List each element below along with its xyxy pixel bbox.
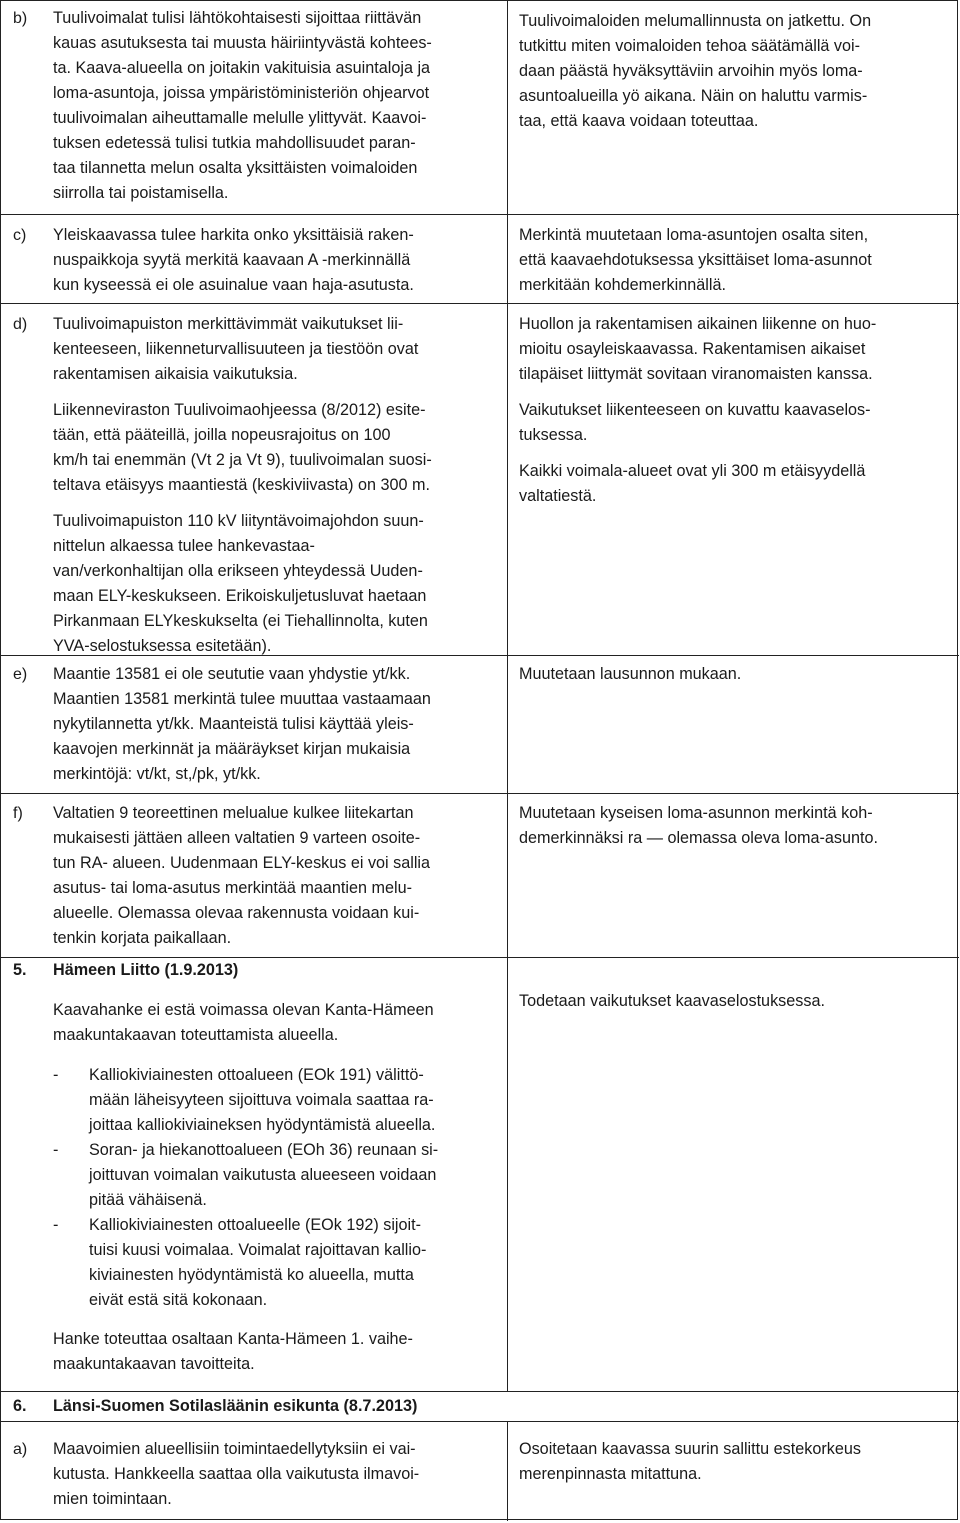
text-line: siirrolla tai poistamisella. <box>53 184 229 202</box>
text-line: tilapäiset liittymät sovitaan viranomaisten kanssa. <box>519 365 873 383</box>
text-line: tuulivoimalan aiheuttamalle melulle ylittyvät. Kaavoi- <box>53 109 427 127</box>
text-line: kaavojen merkinnät ja määräykset kirjan mukaisia <box>53 740 411 758</box>
text-line: tuisi kuusi voimalaa. Voimalat rajoittavan kallio- <box>89 1241 427 1259</box>
text-line: joittuvan voimalan vaikutusta alueeseen voidaan <box>89 1166 437 1184</box>
section-6-a-response <box>519 1437 947 1487</box>
row-label: a) <box>13 1441 28 1458</box>
text-line: Muutetaan lausunnon mukaan. <box>519 665 742 683</box>
text-line: kenteeseen, liikenneturvallisuuteen ja tiestöön ovat <box>53 340 419 358</box>
comment-text <box>53 1437 501 1512</box>
row-label: e) <box>13 666 28 683</box>
text-line: Vaikutukset liikenteeseen on kuvattu kaavaselos- <box>519 401 871 419</box>
row-label: c) <box>13 227 27 244</box>
text-line: Yleiskaavassa tulee harkita onko yksittäisiä raken- <box>53 226 414 244</box>
text-line: nykytilannetta yt/kk. Maanteistä tulisi käyttää yleis- <box>53 715 414 733</box>
column-divider <box>507 1421 508 1521</box>
text-line: van/verkonhaltijan olla erikseen yhteydessä Uuden- <box>53 562 423 580</box>
row-c-response <box>519 223 947 298</box>
list-item <box>53 1063 501 1138</box>
text-line: ta. Kaava-alueella on joitakin vakituisia asuintaloja ja <box>53 59 431 77</box>
row-e-comment <box>1 662 501 787</box>
text-line: mioitu osayleiskaavassa. Rakentamisen aikaiset <box>519 340 866 358</box>
text-line: Kalliokiviainesten ottoalueen (EOk 191) välittö- <box>89 1066 424 1084</box>
text-line: Maantien 13581 merkintä tulee muuttaa vastaamaan <box>53 690 431 708</box>
text-line: tuksen edetessä tulisi tutkia mahdollisuudet paran- <box>53 134 416 152</box>
text-line: tenkin korjata paikallaan. <box>53 929 232 947</box>
text-line: tun RA- alueen. Uudenmaan ELY-keskus ei voi sallia <box>53 854 431 872</box>
text-line: Muutetaan kyseisen loma-asunnon merkintä koh- <box>519 804 873 822</box>
section-number: 6. <box>13 1397 27 1415</box>
text-line: valtatiestä. <box>519 487 597 505</box>
text-line: joittaa kalliokiviaineksen hyödyntämistä alueella. <box>89 1116 436 1134</box>
row-divider <box>1 303 959 304</box>
text-line: mien toimintaan. <box>53 1490 172 1508</box>
text-line: kutusta. Hankkeella saattaa olla vaikutusta ilmavoi- <box>53 1465 420 1483</box>
text-line: Merkintä muutetaan loma-asuntojen osalta siten, <box>519 226 869 244</box>
text-line: Tuulivoimapuiston 110 kV liityntävoimajohdon suun- <box>53 512 424 530</box>
text-line: merenpinnasta mitattuna. <box>519 1465 702 1483</box>
text-line: kun kyseessä ei ole asuinalue vaan haja-asutusta. <box>53 276 414 294</box>
text-line: Valtatien 9 teoreettinen melualue kulkee liitekartan <box>53 804 414 822</box>
section-number: 5. <box>13 961 27 979</box>
text-line: asuntoalueilla yö aikana. Näin on haluttu varmis- <box>519 87 868 105</box>
text-line: maan ELY-keskukseen. Erikoiskuljetusluvat haetaan <box>53 587 427 605</box>
text-line: mukaisesti jättäen alleen valtatien 9 varteen osoite- <box>53 829 421 847</box>
text-line: eivät estä sitä kokonaan. <box>89 1291 268 1309</box>
text-line: mään läheisyyteen sijoittuva voimala saattaa ra- <box>89 1091 434 1109</box>
dash-marker: - <box>53 1066 59 1084</box>
text-line: nuspaikkoja syytä merkitä kaavaan A -merkinnällä <box>53 251 411 269</box>
comment-text <box>53 223 501 298</box>
comment-text <box>53 801 501 951</box>
comment-text <box>53 662 501 787</box>
text-line: kauas asutuksesta tai muusta häiriintyvästä kohtees- <box>53 34 432 52</box>
text-line: Tuulivoimapuiston merkittävimmät vaikutukset lii- <box>53 315 404 333</box>
row-f-response <box>519 801 947 851</box>
section-title: Länsi-Suomen Sotilasläänin esikunta (8.7.2013) <box>53 1397 418 1415</box>
row-divider <box>1 793 959 794</box>
dash-marker: - <box>53 1216 59 1234</box>
text-line: Kalliokiviainesten ottoalueelle (EOk 192) sijoit- <box>89 1216 422 1234</box>
text-line: Osoitetaan kaavassa suurin sallittu estekorkeus <box>519 1440 861 1458</box>
text-line: taa, että kaava voidaan toteuttaa. <box>519 112 759 130</box>
text-line: asutus- tai loma-asutus merkintää maantien melu- <box>53 879 412 897</box>
text-line: että kaavaehdotuksessa yksittäiset loma-asunnot <box>519 251 872 269</box>
column-divider <box>507 1 508 1391</box>
row-d-comment <box>1 312 501 659</box>
row-divider <box>1 1421 959 1422</box>
text-line: Kaikki voimala-alueet ovat yli 300 m etäisyydellä <box>519 462 866 480</box>
row-c-comment <box>1 223 501 298</box>
text-line: Pirkanmaan ELYkeskukselta (ei Tiehallinnolta, kuten <box>53 612 428 630</box>
text-line: maakuntakaavan toteuttamista alueella. <box>53 1026 339 1044</box>
row-f-comment <box>1 801 501 951</box>
text-line: loma-asuntoja, joissa ympäristöministeriön ohjearvot <box>53 84 430 102</box>
section-5 <box>1 958 501 1377</box>
text-line: YVA-selostuksessa esitetään). <box>53 637 272 655</box>
text-line: alueelle. Olemassa olevaa rakennusta voidaan kui- <box>53 904 420 922</box>
text-line: Kaavahanke ei estä voimassa olevan Kanta-Hämeen <box>53 1001 434 1019</box>
text-line: Soran- ja hiekanottoalueen (EOh 36) reunaan si- <box>89 1141 439 1159</box>
text-line: Tuulivoimalat tulisi lähtökohtaisesti sijoittaa riittävän <box>53 9 422 27</box>
text-line: Maantie 13581 ei ole seututie vaan yhdystie yt/kk. <box>53 665 411 683</box>
text-line: km/h tai enemmän (Vt 2 ja Vt 9), tuulivoimalan suosi- <box>53 451 432 469</box>
row-divider <box>1 1391 959 1392</box>
row-e-response <box>519 662 947 687</box>
text-line: merkitään kohdemerkinnällä. <box>519 276 726 294</box>
section-6-a-comment <box>1 1437 501 1512</box>
row-label: b) <box>13 10 28 27</box>
text-line: maakuntakaavan tavoitteita. <box>53 1355 255 1373</box>
text-line: merkintöjä: vt/kt, st,/pk, yt/kk. <box>53 765 261 783</box>
text-line: tutkittu miten voimaloiden tehoa säätämällä voi- <box>519 37 861 55</box>
text-line: tuksessa. <box>519 426 588 444</box>
row-label: d) <box>13 316 28 333</box>
text-line: tään, että pääteillä, joilla nopeusrajoitus on 100 <box>53 426 391 444</box>
comment-text <box>53 312 501 659</box>
row-label: f) <box>13 805 23 822</box>
text-line: Hanke toteuttaa osaltaan Kanta-Hämeen 1. vaihe- <box>53 1330 413 1348</box>
text-line: kiviainesten hyödyntämistä ko alueella, mutta <box>89 1266 414 1284</box>
text-line: Todetaan vaikutukset kaavaselostuksessa. <box>519 992 825 1010</box>
text-line: nittelun alkaessa tulee hankevastaa- <box>53 537 315 555</box>
text-line: taa tilannetta melun osalta yksittäisten voimaloiden <box>53 159 418 177</box>
text-line: teltava etäisyys maantiestä (keskiviivasta) on 300 m. <box>53 476 430 494</box>
text-line: demerkinnäksi ra — olemassa oleva loma-asunto. <box>519 829 878 847</box>
section-6 <box>1 1394 501 1419</box>
row-divider <box>1 214 959 215</box>
bullet-list <box>53 1063 501 1313</box>
text-line: Maavoimien alueellisiin toimintaedellytyksiin ei vai- <box>53 1440 416 1458</box>
text-line: Tuulivoimaloiden melumallinnusta on jatkettu. On <box>519 12 872 30</box>
text-line: pitää vähäisenä. <box>89 1191 207 1209</box>
section-5-response <box>519 989 947 1014</box>
list-item <box>53 1138 501 1213</box>
comment-text <box>53 6 501 206</box>
text-line: Liikenneviraston Tuulivoimaohjeessa (8/2012) esite- <box>53 401 426 419</box>
text-line: daan päästä hyväksyttäviin arvoihin myös loma- <box>519 62 863 80</box>
text-line: Huollon ja rakentamisen aikainen liikenne on huo- <box>519 315 877 333</box>
list-item <box>53 1213 501 1313</box>
section-intro <box>53 998 501 1048</box>
row-b-comment <box>1 6 501 206</box>
section-title: Hämeen Liitto (1.9.2013) <box>53 961 239 979</box>
row-b-response <box>519 9 947 134</box>
row-d-response <box>519 312 947 509</box>
dash-marker: - <box>53 1141 59 1159</box>
section-closing <box>53 1327 501 1377</box>
text-line: rakentamisen aikaisia vaikutuksia. <box>53 365 298 383</box>
